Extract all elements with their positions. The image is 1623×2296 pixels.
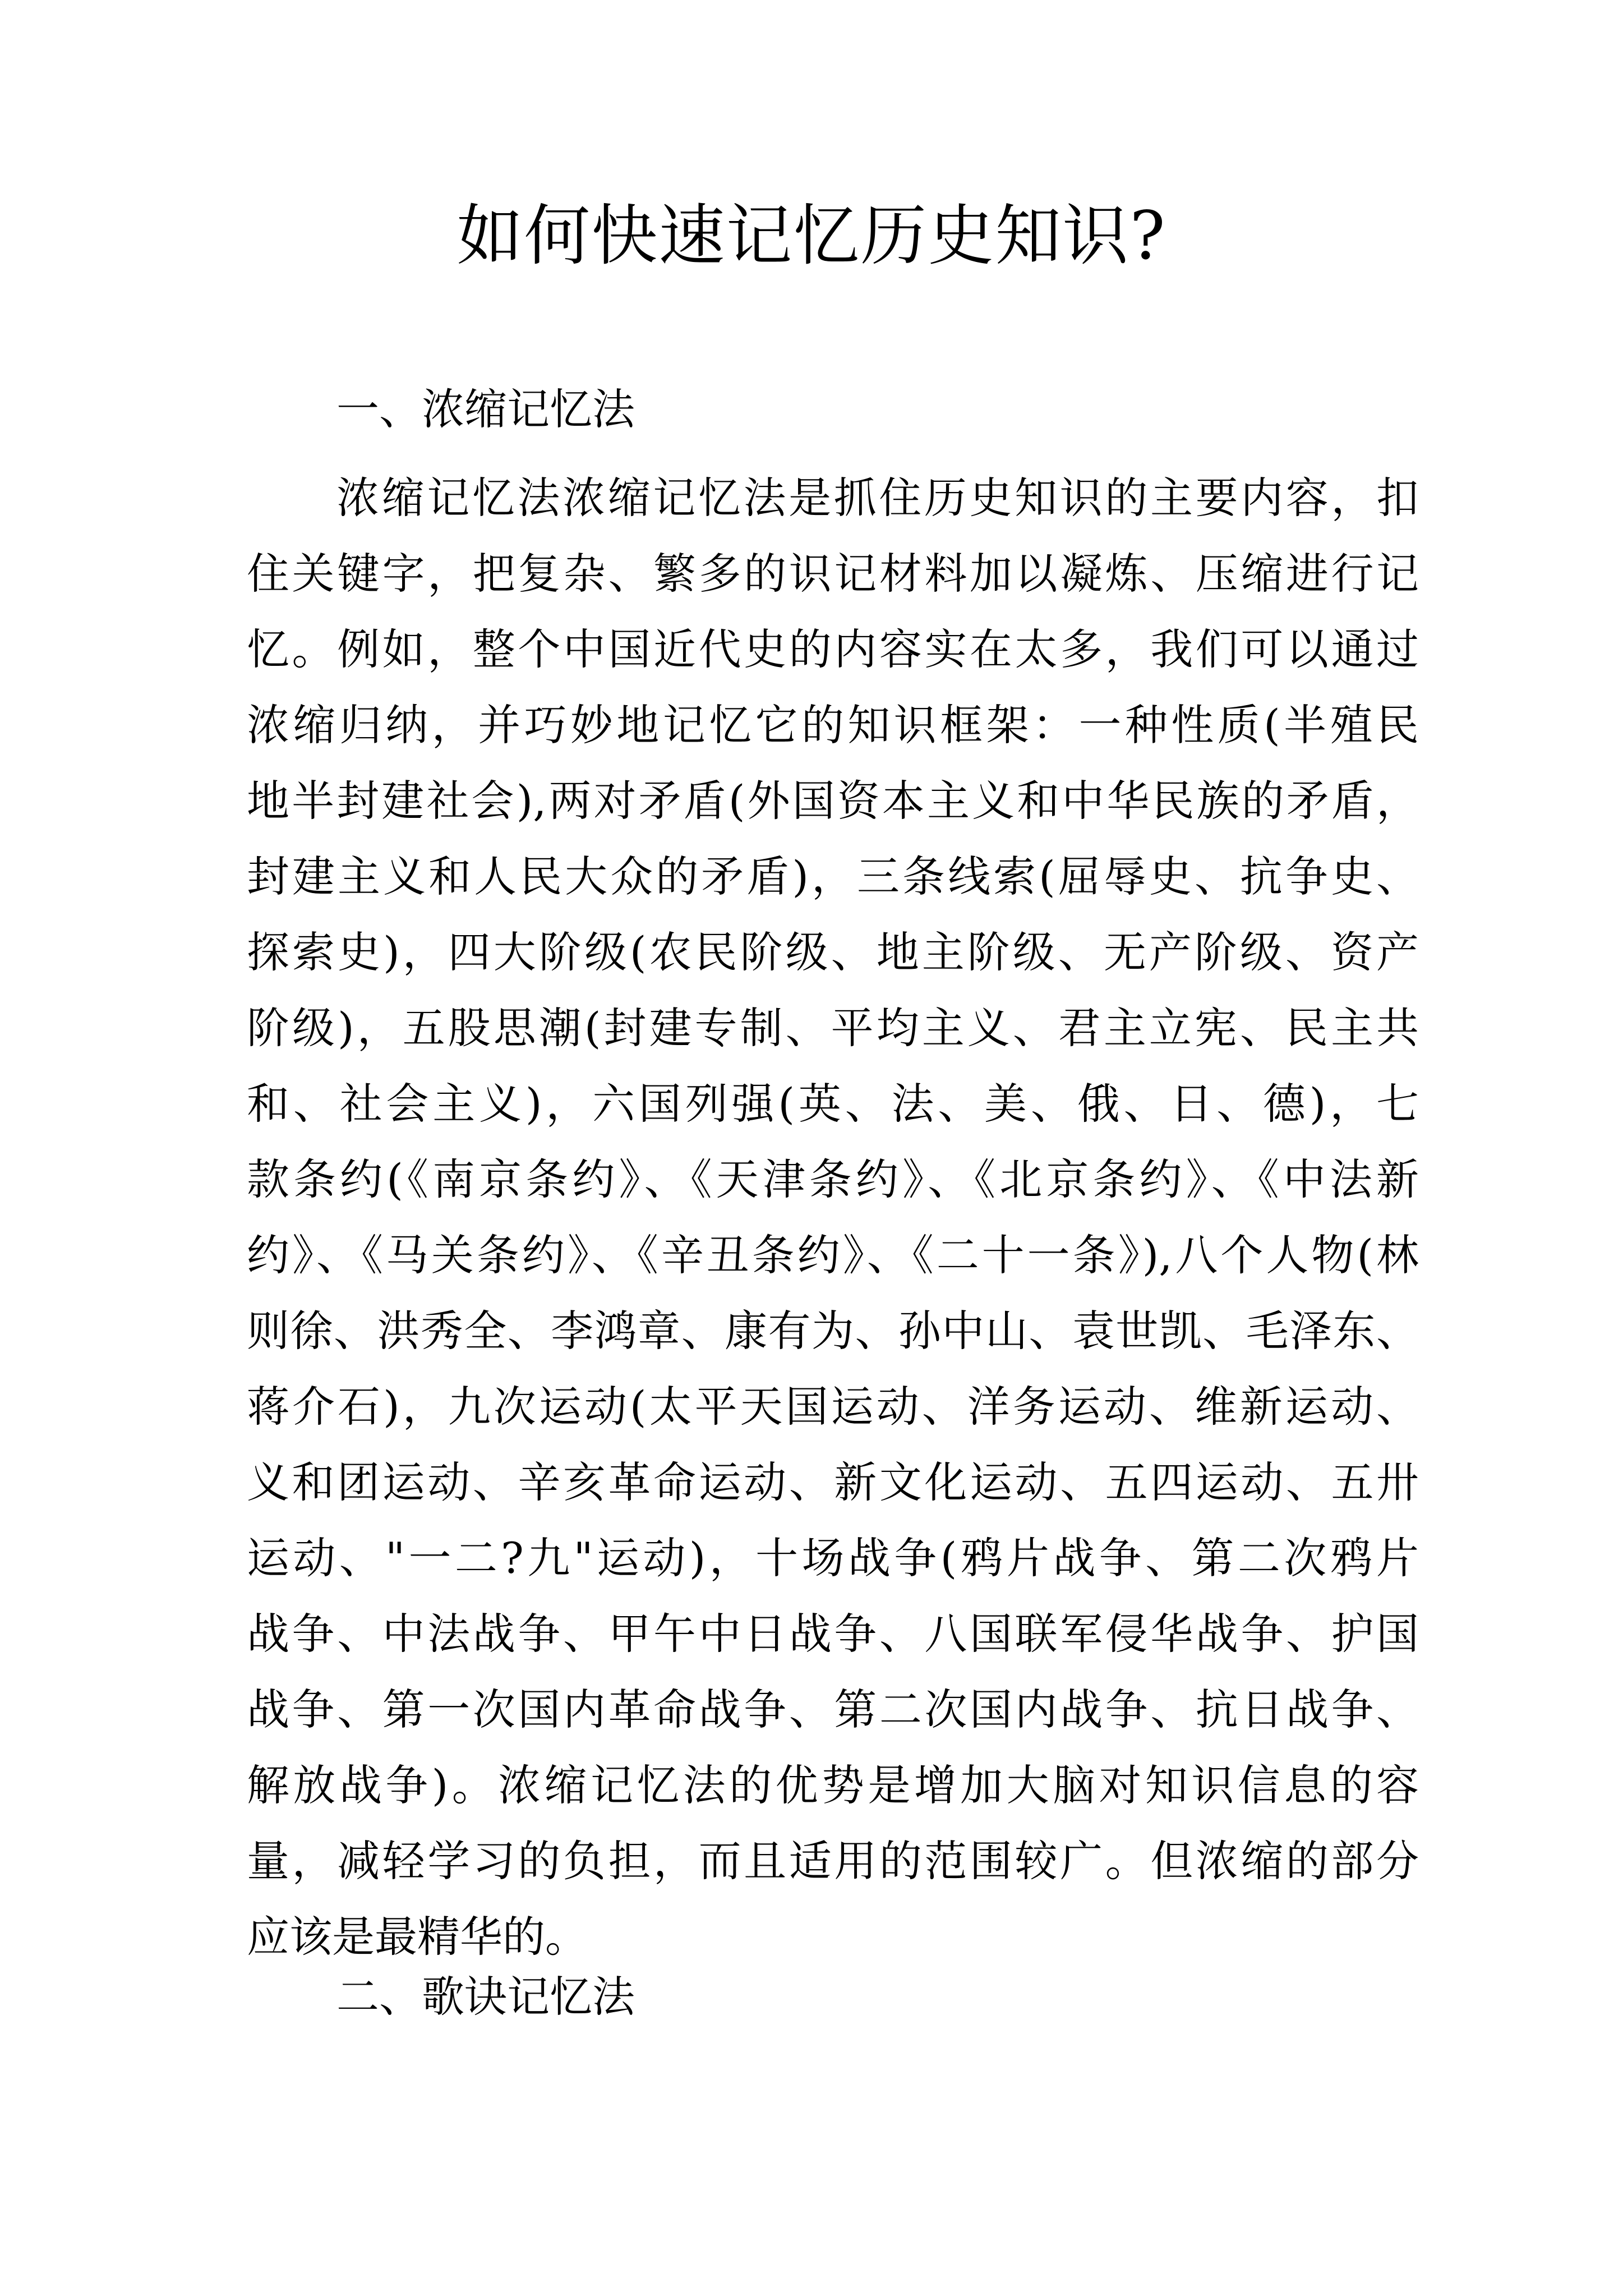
paragraph-line: 运动、"一二?九"运动)，十场战争(鸦片战争、第二次鸦片 — [247, 1533, 1419, 1583]
paragraph-line: 阶级)，五股思潮(封建专制、平均主义、君主立宪、民主共 — [247, 1003, 1419, 1053]
paragraph-line: 义和团运动、辛亥革命运动、新文化运动、五四运动、五卅 — [247, 1457, 1419, 1507]
paragraph-line: 量，减轻学习的负担，而且适用的范围较广。但浓缩的部分 — [247, 1836, 1419, 1886]
paragraph-line: 则徐、洪秀全、李鸿章、康有为、孙中山、袁世凯、毛泽东、 — [247, 1306, 1419, 1356]
paragraph-line: 和、社会主义)，六国列强(英、法、美、俄、日、德)，七 — [247, 1079, 1419, 1129]
paragraph-line: 解放战争)。浓缩记忆法的优势是增加大脑对知识信息的容 — [247, 1760, 1419, 1810]
paragraph-line: 探索史)，四大阶级(农民阶级、地主阶级、无产阶级、资产 — [247, 927, 1419, 977]
paragraph-line: 浓缩归纳，并巧妙地记忆它的知识框架：一种性质(半殖民 — [247, 700, 1419, 750]
section-heading-rhyme-memory: 二、歌诀记忆法 — [336, 1972, 635, 2022]
section-heading-condensed-memory: 一、浓缩记忆法 — [336, 384, 635, 434]
paragraph-line: 浓缩记忆法浓缩记忆法是抓住历史知识的主要内容，扣 — [336, 473, 1419, 523]
paragraph-line: 住关键字，把复杂、繁多的识记材料加以凝炼、压缩进行记 — [247, 549, 1419, 599]
paragraph-line: 战争、中法战争、甲午中日战争、八国联军侵华战争、护国 — [247, 1609, 1419, 1659]
paragraph-line: 战争、第一次国内革命战争、第二次国内战争、抗日战争、 — [247, 1685, 1419, 1734]
paragraph-line: 应该是最精华的。 — [247, 1912, 588, 1962]
section-body-paragraph — [247, 460, 1419, 1975]
paragraph-line: 款条约(《南京条约》、《天津条约》、《北京条约》、《中法新 — [247, 1154, 1419, 1204]
page-title: 如何快速记忆历史知识? — [457, 197, 1166, 274]
paragraph-line: 封建主义和人民大众的矛盾)，三条线索(屈辱史、抗争史、 — [247, 852, 1419, 901]
paragraph-line: 蒋介石)，九次运动(太平天国运动、洋务运动、维新运动、 — [247, 1382, 1419, 1432]
paragraph-line: 忆。例如，整个中国近代史的内容实在太多，我们可以通过 — [247, 624, 1419, 674]
paragraph-line: 地半封建社会),两对矛盾(外国资本主义和中华民族的矛盾， — [247, 776, 1419, 826]
paragraph-line: 约》、《马关条约》、《辛丑条约》、《二十一条》),八个人物(林 — [247, 1230, 1419, 1280]
